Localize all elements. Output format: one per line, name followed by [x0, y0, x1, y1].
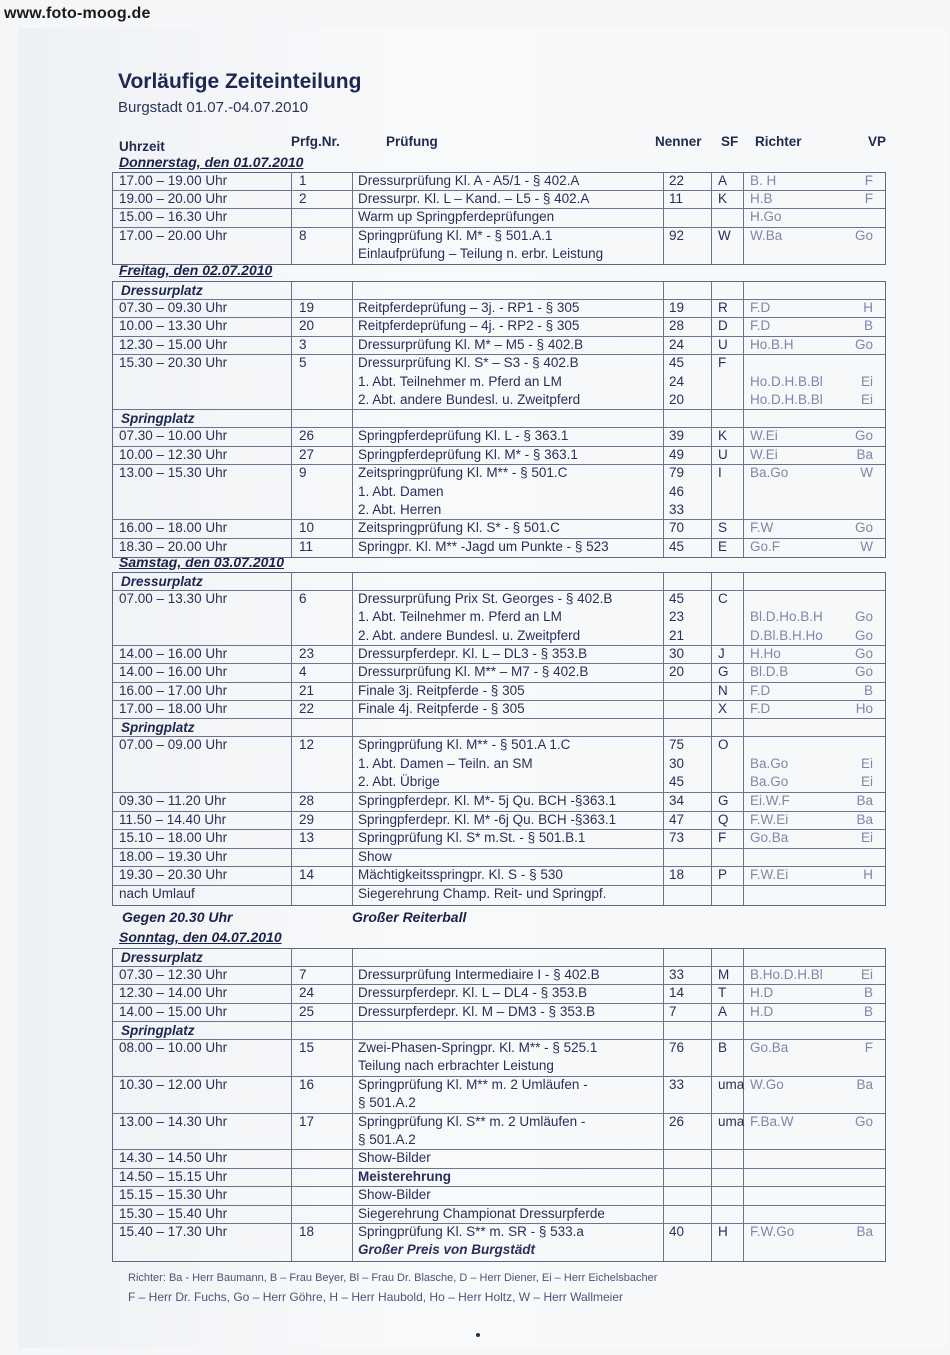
cell-test: Springprüfung Kl. S** m. SR - § 533.a: [358, 1223, 584, 1239]
cell-vp: Go: [854, 520, 873, 536]
cell-vp: Go: [854, 336, 873, 352]
cell-nenner: 40: [669, 1223, 685, 1239]
cell-number: 16: [299, 1076, 315, 1092]
cell-richter: F.Ba.W: [750, 1113, 794, 1129]
table-thursday: [112, 172, 886, 265]
cell-richter: Go.F: [750, 538, 781, 554]
cell-test: Teilung nach erbrachter Leistung: [358, 1058, 554, 1074]
cell-vp: Ho: [855, 700, 873, 716]
cell-nenner: 21: [669, 627, 685, 643]
cell-test: 1. Abt. Damen – Teiln. an SM: [358, 755, 533, 771]
cell-time: 12.30 – 14.00 Uhr: [119, 985, 228, 1001]
column-divider: [743, 949, 744, 1261]
cell-test: Mächtigkeitsspringpr. Kl. S - § 530: [358, 867, 563, 883]
section-label: Springplatz: [121, 411, 195, 427]
cell-richter: Ei.W.F: [750, 792, 790, 808]
cell-richter: Ho.D.H.B.Bl: [750, 392, 823, 407]
table-friday: [112, 281, 886, 558]
cell-time: 13.00 – 15.30 Uhr: [119, 465, 228, 481]
cell-nenner: 76: [669, 1039, 685, 1055]
cell-test: Zeitspringprüfung Kl. M** - § 501.C: [358, 465, 568, 481]
cell-time: 08.00 – 10.00 Uhr: [119, 1039, 228, 1055]
cell-test: Springprüfung Kl. M** m. 2 Umläufen -: [358, 1076, 588, 1092]
cell-nenner: 14: [669, 985, 685, 1001]
cell-vp: Go: [854, 645, 873, 661]
section-label: Dressurplatz: [121, 283, 203, 298]
cell-sf: G: [718, 792, 729, 808]
cell-time: 17.00 – 20.00 Uhr: [119, 227, 228, 243]
column-divider: [291, 173, 292, 264]
cell-test: Reitpferdeprüfung – 3j. - RP1 - § 305: [358, 300, 580, 315]
row-line: [113, 1186, 885, 1187]
cell-vp: Go: [854, 627, 873, 643]
cell-time: 16.00 – 18.00 Uhr: [119, 520, 228, 536]
cell-test: § 501.A.2: [358, 1095, 416, 1111]
cell-sf: U: [718, 336, 728, 352]
cell-test: Springpferdeprüfung Kl. L - § 363.1: [358, 428, 569, 444]
cell-test: Show: [358, 848, 392, 864]
row-line: [113, 1149, 885, 1150]
column-divider: [352, 949, 353, 1261]
column-divider: [743, 573, 744, 905]
cell-sf: K: [718, 191, 728, 207]
cell-test: 2. Abt. andere Bundesl. u. Zweitpferd: [358, 392, 581, 407]
cell-nenner: 70: [669, 520, 685, 536]
column-divider: [711, 949, 712, 1261]
cell-number: 29: [299, 811, 315, 827]
cell-vp: Ba: [856, 792, 873, 808]
cell-time: 17.00 – 19.00 Uhr: [119, 173, 228, 188]
cell-time: 14.50 – 15.15 Uhr: [119, 1168, 228, 1184]
column-divider: [291, 573, 292, 905]
cell-number: 27: [299, 446, 315, 462]
cell-test: Reitpferdeprüfung – 4j. - RP2 - § 305: [358, 318, 580, 334]
cell-vp: Ei: [860, 392, 873, 407]
cell-test: 2. Abt. Herren: [358, 502, 442, 517]
cell-richter: Ba.Go: [750, 465, 789, 481]
column-divider: [711, 573, 712, 905]
cell-test: Einlaufprüfung – Teilung n. erbr. Leistung: [358, 245, 604, 261]
cell-sf: R: [718, 300, 728, 315]
cell-time: 15.10 – 18.00 Uhr: [119, 830, 228, 846]
page-title: Vorläufige Zeiteinteilung: [118, 70, 362, 93]
row-line: [113, 1021, 885, 1022]
footer-judges-line-2: F – Herr Dr. Fuchs, Go – Herr Göhre, H – Herr Haubold, Ho – Herr Holtz, W – Herr Wallmeier: [128, 1290, 624, 1304]
cell-vp: F: [864, 173, 873, 188]
cell-richter: D.Bl.B.H.Ho: [750, 627, 823, 643]
cell-time: 15.30 – 15.40 Uhr: [119, 1205, 228, 1221]
cell-nenner: 33: [669, 502, 685, 517]
cell-test: 2. Abt. Übrige: [358, 774, 440, 790]
cell-richter: F.W: [750, 520, 774, 536]
cell-vp: Ba: [856, 1223, 873, 1239]
cell-richter: F.D: [750, 300, 771, 315]
cell-sf: T: [718, 985, 727, 1001]
evening-time: Gegen 20.30 Uhr: [122, 909, 233, 925]
cell-test: Meisterehrung: [358, 1168, 452, 1184]
cell-test: 1. Abt. Damen: [358, 483, 444, 499]
cell-sf: C: [718, 591, 728, 606]
header-number: Prfg.Nr.: [291, 134, 340, 149]
cell-vp: Go: [854, 664, 873, 680]
cell-nenner: 24: [669, 373, 685, 389]
cell-number: 8: [299, 227, 307, 243]
cell-test: Siegerehrung Champ. Reit- und Springpf.: [358, 885, 607, 901]
cell-nenner: 19: [669, 300, 685, 315]
header-test: Prüfung: [386, 134, 438, 149]
cell-nenner: 39: [669, 428, 685, 444]
cell-number: 28: [299, 792, 315, 808]
cell-vp: Ei: [860, 755, 873, 771]
cell-test: Springprüfung Kl. M* - § 501.A.1: [358, 227, 553, 243]
cell-test: Dressurprüfung Intermediaire I - § 402.B: [358, 967, 600, 982]
day-heading-sunday: Sonntag, den 04.07.2010: [119, 929, 282, 945]
cell-time: 16.00 – 17.00 Uhr: [119, 682, 228, 698]
cell-test: Springprüfung Kl. S* m.St. - § 501.B.1: [358, 830, 586, 846]
cell-richter: H.B: [750, 191, 773, 207]
cell-richter: Go.Ba: [750, 1039, 789, 1055]
cell-sf: P: [718, 867, 728, 883]
cell-richter: Ba.Go: [750, 755, 789, 771]
cell-sf: S: [718, 520, 728, 536]
cell-time: 10.30 – 12.00 Uhr: [119, 1076, 228, 1092]
cell-richter: Go.Ba: [750, 830, 789, 846]
table-saturday: [112, 572, 886, 906]
column-divider: [291, 949, 292, 1261]
cell-time: 19.30 – 20.30 Uhr: [119, 867, 228, 883]
cell-sf: uma: [718, 1076, 745, 1092]
cell-sf: M: [718, 967, 730, 982]
header-time: Uhrzeit: [119, 139, 165, 154]
cell-richter: Ho.B.H: [750, 336, 794, 352]
day-heading-saturday: Samstag, den 03.07.2010: [119, 554, 284, 570]
cell-test: 2. Abt. andere Bundesl. u. Zweitpferd: [358, 627, 581, 643]
cell-test: Dressurprüfung Prix St. Georges - § 402.B: [358, 591, 613, 606]
cell-time: 14.00 – 16.00 Uhr: [119, 664, 228, 680]
cell-richter: Ba.Go: [750, 774, 789, 790]
cell-number: 25: [299, 1003, 315, 1019]
cell-sf: E: [718, 538, 728, 554]
cell-richter: W.Ba: [750, 227, 783, 243]
cell-nenner: 30: [669, 755, 685, 771]
cell-nenner: 23: [669, 609, 685, 625]
cell-sf: K: [718, 428, 728, 444]
cell-time: 15.40 – 17.30 Uhr: [119, 1223, 228, 1239]
cell-nenner: 45: [669, 538, 685, 554]
cell-vp: B: [863, 1003, 873, 1019]
cell-vp: Go: [854, 227, 873, 243]
cell-nenner: 22: [669, 173, 685, 188]
cell-time: 15.15 – 15.30 Uhr: [119, 1187, 228, 1203]
cell-time: 15.30 – 20.30 Uhr: [119, 355, 228, 371]
cell-vp: Ei: [860, 774, 873, 790]
page-subtitle: Burgstadt 01.07.-04.07.2010: [118, 99, 309, 116]
cell-number: 1: [299, 173, 307, 188]
cell-vp: Ba: [856, 446, 873, 462]
column-divider: [711, 173, 712, 264]
cell-richter: F.D: [750, 318, 771, 334]
cell-nenner: 28: [669, 318, 685, 334]
cell-richter: H.D: [750, 985, 774, 1001]
cell-number: 18: [299, 1223, 315, 1239]
cell-richter: F.D: [750, 700, 771, 716]
cell-vp: B: [863, 682, 873, 698]
cell-nenner: 30: [669, 645, 685, 661]
cell-number: 17: [299, 1113, 315, 1129]
cell-number: 23: [299, 645, 315, 661]
cell-test: Dressurprüfung Kl. M* – M5 - § 402.B: [358, 336, 584, 352]
row-line: [113, 1168, 885, 1169]
cell-richter: W.Go: [750, 1076, 784, 1092]
cell-nenner: 33: [669, 1076, 685, 1092]
cell-time: 10.00 – 12.30 Uhr: [119, 446, 228, 462]
cell-sf: F: [718, 830, 727, 846]
section-label: Dressurplatz: [121, 574, 203, 589]
cell-nenner: 45: [669, 774, 685, 790]
cell-test: Springpferdeprüfung Kl. M* - § 363.1: [358, 446, 578, 462]
section-label: Springplatz: [121, 720, 195, 736]
watermark: www.foto-moog.de: [4, 5, 151, 22]
cell-nenner: 79: [669, 465, 685, 481]
cell-number: 3: [299, 336, 307, 352]
cell-richter: F.W.Go: [750, 1223, 795, 1239]
cell-time: 07.00 – 13.30 Uhr: [119, 591, 228, 606]
cell-test: Dressurpr. Kl. L – Kand. – L5 - § 402.A: [358, 191, 590, 207]
cell-test: § 501.A.2: [358, 1131, 416, 1147]
cell-time: 19.00 – 20.00 Uhr: [119, 191, 228, 207]
cell-richter: B.Ho.D.H.Bl: [750, 967, 823, 982]
cell-nenner: 18: [669, 867, 685, 883]
cell-time: 10.00 – 13.30 Uhr: [119, 318, 228, 334]
row-line: [113, 848, 885, 849]
cell-test: Dressurprüfung Kl. S* – S3 - § 402.B: [358, 355, 579, 371]
cell-time: 14.30 – 14.50 Uhr: [119, 1150, 228, 1166]
cell-test: Finale 4j. Reitpferde - § 305: [358, 700, 525, 716]
column-divider: [352, 173, 353, 264]
cell-vp: B: [863, 318, 873, 334]
cell-time: 13.00 – 14.30 Uhr: [119, 1113, 228, 1129]
cell-nenner: 20: [669, 664, 685, 680]
column-divider: [663, 173, 664, 264]
cell-number: 21: [299, 682, 315, 698]
cell-vp: H: [863, 300, 873, 315]
cell-sf: U: [718, 446, 728, 462]
cell-richter: H.D: [750, 1003, 774, 1019]
cell-number: 26: [299, 428, 315, 444]
page-dot: [476, 1333, 480, 1337]
header-vp: VP: [868, 134, 887, 149]
cell-vp: B: [863, 985, 873, 1001]
cell-test: Zeitspringprüfung Kl. S* - § 501.C: [358, 520, 560, 536]
cell-number: 2: [299, 191, 307, 207]
column-divider: [743, 173, 744, 264]
cell-test: Dressurprüfung Kl. M** – M7 - § 402.B: [358, 664, 589, 680]
cell-nenner: 20: [669, 392, 685, 407]
cell-richter: Bl.D.Ho.B.H: [750, 609, 823, 625]
cell-number: 6: [299, 591, 307, 606]
cell-nenner: 45: [669, 355, 685, 371]
cell-time: nach Umlauf: [119, 885, 195, 901]
cell-sf: W: [718, 227, 731, 243]
cell-sf: Q: [718, 811, 729, 827]
cell-test: Springpferdepr. Kl. M*- 5j Qu. BCH -§363.1: [358, 792, 617, 808]
footer-judges-line-1: Richter: Ba - Herr Baumann, B – Frau Beyer, Bl – Frau Dr. Blasche, D – Herr Diener, Ei – Herr Eichelsbacher: [128, 1272, 658, 1284]
cell-vp: Ei: [860, 830, 873, 846]
cell-sf: G: [718, 664, 729, 680]
cell-number: 7: [299, 967, 307, 982]
column-divider: [291, 282, 292, 557]
cell-test: Springpferdepr. Kl. M* -6j Qu. BCH -§363.1: [358, 811, 617, 827]
cell-time: 18.00 – 19.30 Uhr: [119, 848, 228, 864]
cell-number: 14: [299, 867, 315, 883]
evening-event: Großer Reiterball: [352, 909, 467, 925]
cell-time: 11.50 – 14.40 Uhr: [119, 811, 227, 827]
cell-richter: H.Go: [750, 209, 782, 225]
cell-vp: W: [860, 538, 873, 554]
column-divider: [663, 949, 664, 1261]
cell-sf: F: [718, 355, 727, 371]
cell-number: 15: [299, 1039, 315, 1055]
cell-time: 07.30 – 09.30 Uhr: [119, 300, 228, 315]
cell-number: 10: [299, 520, 315, 536]
cell-test: Warm up Springpferdeprüfungen: [358, 209, 555, 225]
cell-nenner: 92: [669, 227, 685, 243]
cell-test: Siegerehrung Championat Dressurpferde: [358, 1205, 605, 1221]
cell-vp: Ba: [856, 811, 873, 827]
cell-time: 15.00 – 16.30 Uhr: [119, 209, 228, 225]
column-divider: [352, 573, 353, 905]
cell-time: 14.00 – 16.00 Uhr: [119, 645, 228, 661]
cell-test: Show-Bilder: [358, 1187, 431, 1203]
section-label: Springplatz: [121, 1022, 195, 1038]
cell-number: 13: [299, 830, 315, 846]
cell-test: 1. Abt. Teilnehmer m. Pferd an LM: [358, 373, 562, 389]
header-sf: SF: [721, 134, 739, 149]
cell-vp: Ei: [860, 373, 873, 389]
cell-number: 4: [299, 664, 307, 680]
cell-sf: J: [718, 645, 725, 661]
cell-vp: Go: [854, 609, 873, 625]
cell-richter: W.Ei: [750, 446, 778, 462]
cell-vp: H: [863, 867, 873, 883]
row-line: [113, 409, 885, 410]
cell-test: Dressurpferdepr. Kl. M – DM3 - § 353.B: [358, 1003, 596, 1019]
cell-number: 11: [299, 538, 314, 554]
column-divider: [711, 282, 712, 557]
cell-test: Dressurpferdepr. Kl. L – DL3 - § 353.B: [358, 645, 588, 661]
cell-sf: O: [718, 737, 729, 753]
cell-test: Dressurprüfung Kl. A - A5/1 - § 402.A: [358, 173, 580, 188]
cell-nenner: 33: [669, 967, 685, 982]
cell-sf: X: [718, 700, 728, 716]
cell-sf: B: [718, 1039, 728, 1055]
cell-time: 14.00 – 15.00 Uhr: [119, 1003, 228, 1019]
cell-vp: W: [860, 465, 873, 481]
cell-time: 18.30 – 20.00 Uhr: [119, 538, 228, 554]
header-richter: Richter: [755, 134, 802, 149]
column-divider: [663, 573, 664, 905]
cell-test: 1. Abt. Teilnehmer m. Pferd an LM: [358, 609, 562, 625]
cell-vp: Ei: [860, 967, 873, 982]
cell-sf: A: [718, 1003, 728, 1019]
cell-number: 24: [299, 985, 315, 1001]
row-line: [113, 718, 885, 719]
cell-vp: Ba: [856, 1076, 873, 1092]
cell-time: 07.30 – 10.00 Uhr: [119, 428, 228, 444]
cell-sf: N: [718, 682, 728, 698]
column-divider: [352, 282, 353, 557]
cell-richter: B. H: [750, 173, 777, 188]
cell-nenner: 11: [669, 191, 684, 207]
cell-sf: uma: [718, 1113, 745, 1129]
cell-nenner: 7: [669, 1003, 677, 1019]
cell-richter: F.D: [750, 682, 771, 698]
cell-test: Show-Bilder: [358, 1150, 431, 1166]
cell-sf: D: [718, 318, 728, 334]
cell-time: 09.30 – 11.20 Uhr: [119, 792, 227, 808]
cell-richter: F.W.Ei: [750, 867, 789, 883]
cell-richter: W.Ei: [750, 428, 778, 444]
cell-richter: Bl.D.B: [750, 664, 789, 680]
column-divider: [663, 282, 664, 557]
cell-nenner: 49: [669, 446, 685, 462]
cell-richter: F.W.Ei: [750, 811, 789, 827]
cell-test: Springprüfung Kl. S** m. 2 Umläufen -: [358, 1113, 586, 1129]
cell-time: 12.30 – 15.00 Uhr: [119, 336, 228, 352]
cell-sf: I: [718, 465, 722, 481]
cell-vp: F: [864, 1039, 873, 1055]
cell-test: Springprüfung Kl. M** - § 501.A 1.C: [358, 737, 571, 753]
cell-richter: Ho.D.H.B.Bl: [750, 373, 823, 389]
cell-nenner: 75: [669, 737, 685, 753]
cell-test: Dressurpferdepr. Kl. L – DL4 - § 353.B: [358, 985, 588, 1001]
cell-nenner: 73: [669, 830, 685, 846]
day-heading-friday: Freitag, den 02.07.2010: [119, 262, 273, 278]
cell-sf: H: [718, 1223, 728, 1239]
cell-nenner: 47: [669, 811, 685, 827]
cell-sf: A: [718, 173, 728, 188]
cell-nenner: 26: [669, 1113, 685, 1129]
cell-time: 17.00 – 18.00 Uhr: [119, 700, 228, 716]
cell-time: 07.30 – 12.30 Uhr: [119, 967, 228, 982]
cell-time: 07.00 – 09.00 Uhr: [119, 737, 228, 753]
cell-nenner: 46: [669, 483, 685, 499]
cell-number: 22: [299, 700, 315, 716]
cell-nenner: 34: [669, 792, 685, 808]
table-sunday: [112, 948, 886, 1262]
cell-richter: H.Ho: [750, 645, 781, 661]
cell-vp: Go: [854, 428, 873, 444]
cell-number: 12: [299, 737, 315, 753]
cell-test: Finale 3j. Reitpferde - § 305: [358, 682, 525, 698]
cell-number: 19: [299, 300, 315, 315]
cell-nenner: 24: [669, 336, 685, 352]
day-heading-thursday: Donnerstag, den 01.07.2010: [119, 154, 304, 170]
cell-vp: Go: [854, 1113, 873, 1129]
cell-test: Zwei-Phasen-Springpr. Kl. M** - § 525.1: [358, 1039, 598, 1055]
cell-nenner: 45: [669, 591, 685, 606]
cell-test: Springpr. Kl. M** -Jagd um Punkte - § 523: [358, 538, 609, 554]
cell-vp: F: [864, 191, 873, 207]
cell-number: 9: [299, 465, 307, 481]
cell-number: 5: [299, 355, 307, 371]
header-nenner: Nenner: [655, 134, 702, 149]
cell-test: Großer Preis von Burgstädt: [358, 1242, 536, 1258]
column-divider: [743, 282, 744, 557]
section-label: Dressurplatz: [121, 950, 203, 965]
cell-number: 20: [299, 318, 315, 334]
